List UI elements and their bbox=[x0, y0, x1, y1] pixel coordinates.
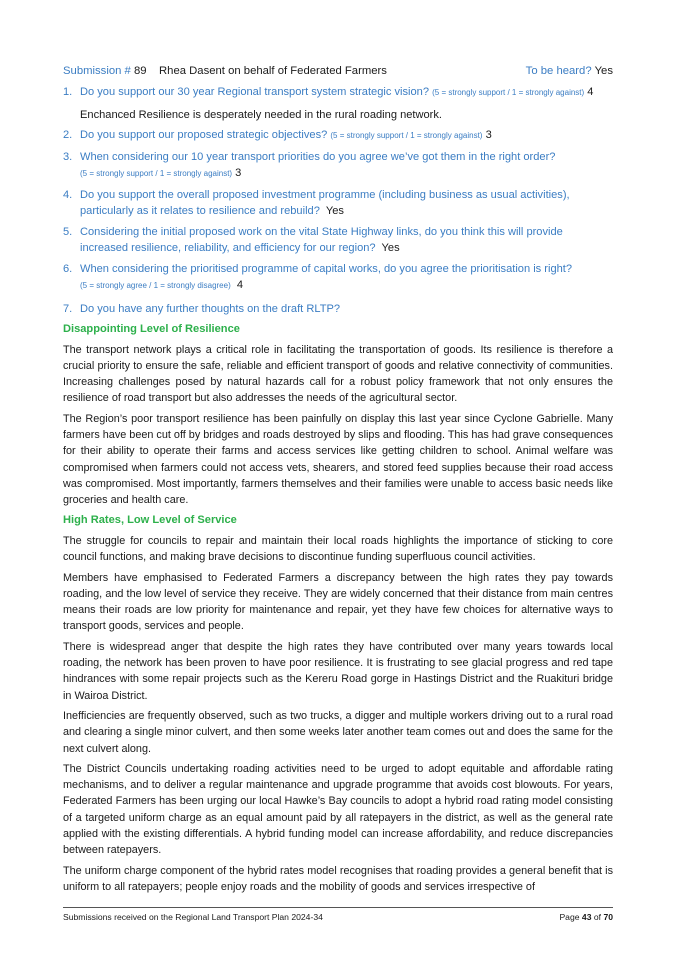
page-footer bbox=[63, 907, 613, 923]
submitter-name: Rhea Dasent on behalf of Federated Farmers bbox=[159, 65, 387, 77]
question-7: 7. Do you have any further thoughts on the draft RLTP? bbox=[63, 302, 341, 315]
paragraph: The Region’s poor transport resilience has been painfully on display this last year since Cyclone Gabrielle. Many farmers have been cut off by bridges and roads destroyed by slips and flooding. This has had grave consequences for their ability to operate their farms and access services like getting children to school. Animal welfare was compromised when farmers could not access vets, shearers, and stored feed supplies because their road access was compromised. Most importantly, farmers themselves and their families were unable to access basic needs like groceries and health care. bbox=[63, 412, 613, 507]
question-1: 1. Do you support our 30 year Regional transport system strategic vision? (5 = strongly support / 1 = strongly against) 4 bbox=[63, 86, 594, 98]
to-be-heard: To be heard? Yes bbox=[525, 65, 613, 77]
answer-4: Yes bbox=[325, 205, 344, 217]
document-page bbox=[63, 62, 613, 895]
question-3: 3. When considering our 10 year transport priorities do you agree we’ve got them in the right order? (5 = strongly support / 1 = strongly against) 3 bbox=[63, 150, 556, 179]
question-4: 4. Do you support the overall proposed investment programme (including business as usual activities), particularly as it relates to resilience and rebuild? Yes bbox=[63, 188, 570, 217]
section-heading-resilience: Disappointing Level of Resilience bbox=[63, 323, 240, 335]
submission-header bbox=[63, 62, 613, 80]
answer-3: 3 bbox=[235, 167, 242, 179]
answer-2: 3 bbox=[485, 129, 492, 141]
question-2: 2. Do you support our proposed strategic objectives? (5 = strongly support / 1 = strongly against) 3 bbox=[63, 129, 492, 141]
answer-1: 4 bbox=[587, 86, 594, 98]
answer-6: 4 bbox=[236, 279, 244, 291]
submission-number: Submission # 89 bbox=[63, 65, 147, 77]
paragraph: The District Councils undertaking roading activities need to be urged to adopt equitable and affordable rating mechanisms, and to deliver a regular maintenance and upgrade programme that avoids cost blowouts. For years, Federated Farmers has been urging our local Hawke’s Bay councils to adopt a hybrid road rating model consisting of a targeted uniform charge as an equal amount paid by all ratepayers in the district, as well as the general rate applied with the existing differentials. A hybrid funding model can increase affordability, and reduce discrepancies between ratepayers. bbox=[63, 762, 613, 857]
page-number: Page 43 of 70 bbox=[559, 912, 613, 922]
question-6: 6. When considering the prioritised programme of capital works, do you agree the prioritisation is right? (5 = strongly agree / 1 = strongly disagree) 4 bbox=[63, 262, 573, 291]
paragraph: The struggle for councils to repair and maintain their local roads highlights the importance of sticking to core council functions, and making brave decisions to discontinue funding superfluous council activities. bbox=[63, 534, 613, 564]
paragraph: There is widespread anger that despite the high rates they have contributed over many years towards local roading, the network has been proven to have poor resilience. It is frustrating to see glacial progress and red tape hindrances with some repair projects such as the Kereru Road gorge in Hastings District and the Ruakituri bridge in Wairoa District. bbox=[63, 640, 613, 702]
paragraph: The uniform charge component of the hybrid rates model recognises that roading provides a general benefit that is uniform to all ratepayers; people enjoy roads and the mobility of goods and services irrespective of bbox=[63, 864, 613, 893]
question-1-comment: Enchanced Resilience is desperately needed in the rural roading network. bbox=[80, 108, 442, 121]
paragraph: Inefficiencies are frequently observed, such as two trucks, a digger and multiple workers driving out to a rural road and clearing a single minor culvert, and then some weeks later another team comes out and does the same for the next culvert along. bbox=[63, 709, 613, 755]
section-heading-rates: High Rates, Low Level of Service bbox=[63, 514, 237, 527]
paragraph: Members have emphasised to Federated Farmers a discrepancy between the high rates they pay towards roading, and the low level of service they receive. They are widely concerned that their distance from main centres means their roads are low priority for maintenance and repair, yet they have few choices for alternative ways to transport goods, services and people. bbox=[63, 571, 613, 633]
footer-title: Submissions received on the Regional Land Transport Plan 2024-34 bbox=[63, 912, 323, 922]
answer-5: Yes bbox=[381, 242, 400, 254]
paragraph: The transport network plays a critical role in facilitating the transportation of goods. Its resilience is therefore a crucial priority to ensure the safe, reliable and efficient transport of goods and relative connectivity of communities. Increasing challenges posed by natural hazards call for a robust policy framework that not only ensures the resilience of road transport but also addresses the needs of the agricultural sector. bbox=[63, 343, 613, 405]
question-5: 5. Considering the initial proposed work on the vital State Highway links, do you think this will provide increased resilience, reliability, and efficiency for our region? Yes bbox=[63, 225, 563, 254]
